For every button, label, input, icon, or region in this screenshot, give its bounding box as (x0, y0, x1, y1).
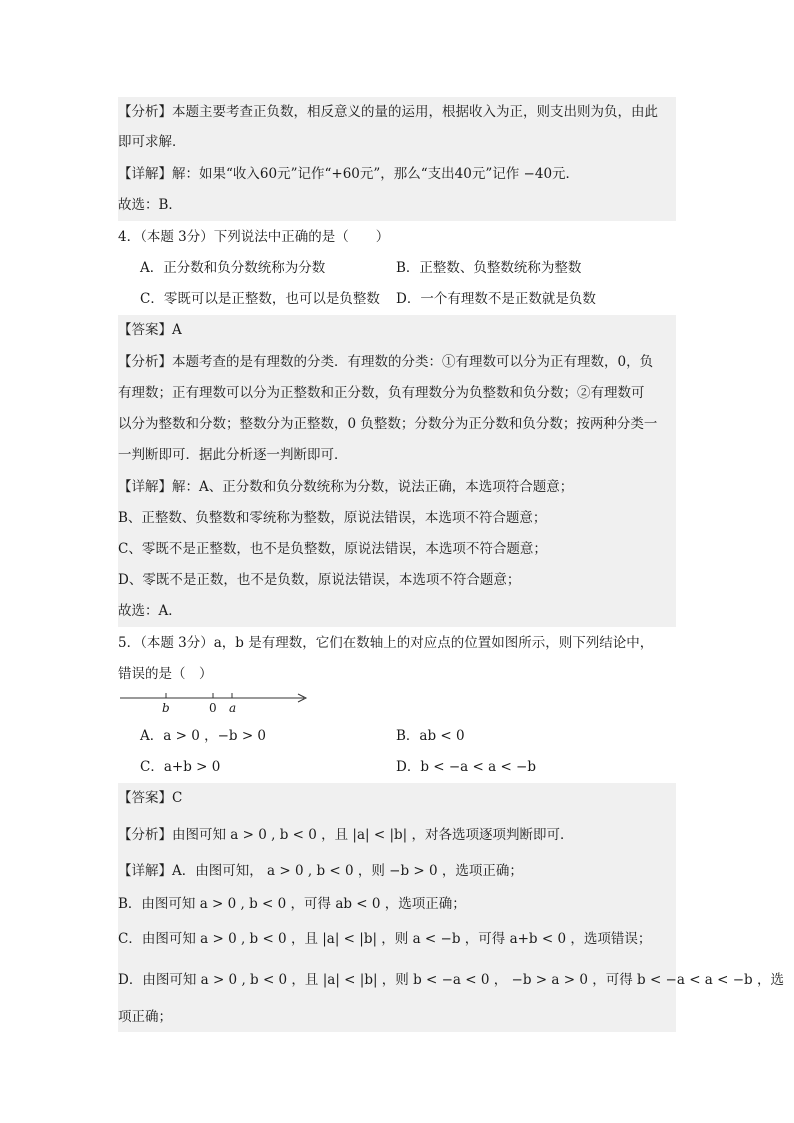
q4-detail-line-1: 【详解】解：A、正分数和负分数统称为分数，说法正确，本选项符合题意； (118, 479, 574, 495)
q3-analysis-line-2: 即可求解． (118, 134, 186, 150)
q5-detail-line-4: D．由图可知 a > 0 , b < 0 ，且 |a| < |b| ，则 b < −a < 0 ， −b > a > 0 ，可得 b < −a < a < −b ，选 (118, 972, 784, 988)
q4-stem: 4．（本题 3分）下列说法中正确的是（ ） (118, 229, 390, 245)
q3-choice: 故选：B． (118, 197, 182, 213)
q4-detail-line-2: B、正整数、负整数和零统称为整数，原说法错误，本选项不符合题意； (118, 510, 547, 526)
q5-option-c: C．a+b > 0 (140, 759, 221, 775)
q5-option-b: B．ab < 0 (396, 728, 465, 744)
q3-analysis-line-1: 【分析】本题主要考查正负数，相反意义的量的运用，根据收入为正，则支出则为负，由此 (118, 104, 658, 120)
q4-analysis-line-3: 以分为整数和分数；整数分为正整数，0 负整数；分数分为正分数和负分数；按两种分类一 (118, 416, 658, 432)
q5-answer: 【答案】C (118, 790, 183, 806)
q4-analysis-line-1: 【分析】本题考查的是有理数的分类．有理数的分类：①有理数可以分为正有理数，0，负 (118, 354, 654, 370)
q5-analysis: 【分析】由图可知 a > 0 , b < 0 ，且 |a| < |b| ，对各选项逐项判断即可． (118, 827, 574, 843)
q5-detail-line-5: 项正确； (118, 1009, 172, 1025)
q4-option-b: B．正整数、负整数统称为整数 (396, 260, 582, 276)
q4-analysis-line-2: 有理数；正有理数可以分为正整数和正分数，负有理数分为负整数和负分数；②有理数可 (118, 385, 645, 401)
number-line-label-0: 0 (209, 701, 217, 715)
number-line-figure (118, 688, 318, 718)
q4-option-d: D．一个有理数不是正数就是负数 (396, 291, 596, 307)
q4-analysis-line-4: 一判断即可．据此分析逐一判断即可． (118, 447, 348, 463)
q5-option-a: A．a > 0 ，−b > 0 (140, 728, 267, 744)
q4-choice: 故选：A． (118, 603, 182, 619)
number-line-label-b: b (162, 701, 170, 715)
q5-detail-line-2: B．由图可知 a > 0 , b < 0 ，可得 ab < 0 ，选项正确； (118, 896, 466, 912)
q5-detail-line-1: 【详解】A．由图可知， a > 0 , b < 0 ，则 −b > 0 ，选项正确； (118, 863, 523, 879)
q4-detail-line-4: D、零既不是正数，也不是负数，原说法错误，本选项不符合题意； (118, 572, 521, 588)
q4-answer: 【答案】A (118, 322, 182, 338)
q4-option-c: C．零既可以是正整数，也可以是负整数 (140, 291, 380, 307)
q5-stem-line-2: 错误的是（ ） (118, 666, 213, 682)
q5-stem-line-1: 5．（本题 3分）a，b 是有理数，它们在数轴上的对应点的位置如图所示，则下列结论中， (118, 635, 654, 651)
number-line-label-a: a (229, 701, 237, 715)
q4-option-a: A．正分数和负分数统称为分数 (140, 260, 326, 276)
q5-detail-line-3: C．由图可知 a > 0 , b < 0 ，且 |a| < |b| ，则 a < −b ，可得 a+b < 0 ，选项错误； (118, 931, 652, 947)
q5-option-d: D．b < −a < a < −b (396, 759, 537, 775)
q4-detail-line-3: C、零既不是正整数，也不是负整数，原说法错误，本选项不符合题意； (118, 541, 547, 557)
q3-detail: 【详解】解：如果“收入60元”记作“+60元”，那么“支出40元”记作 −40元． (118, 166, 580, 182)
